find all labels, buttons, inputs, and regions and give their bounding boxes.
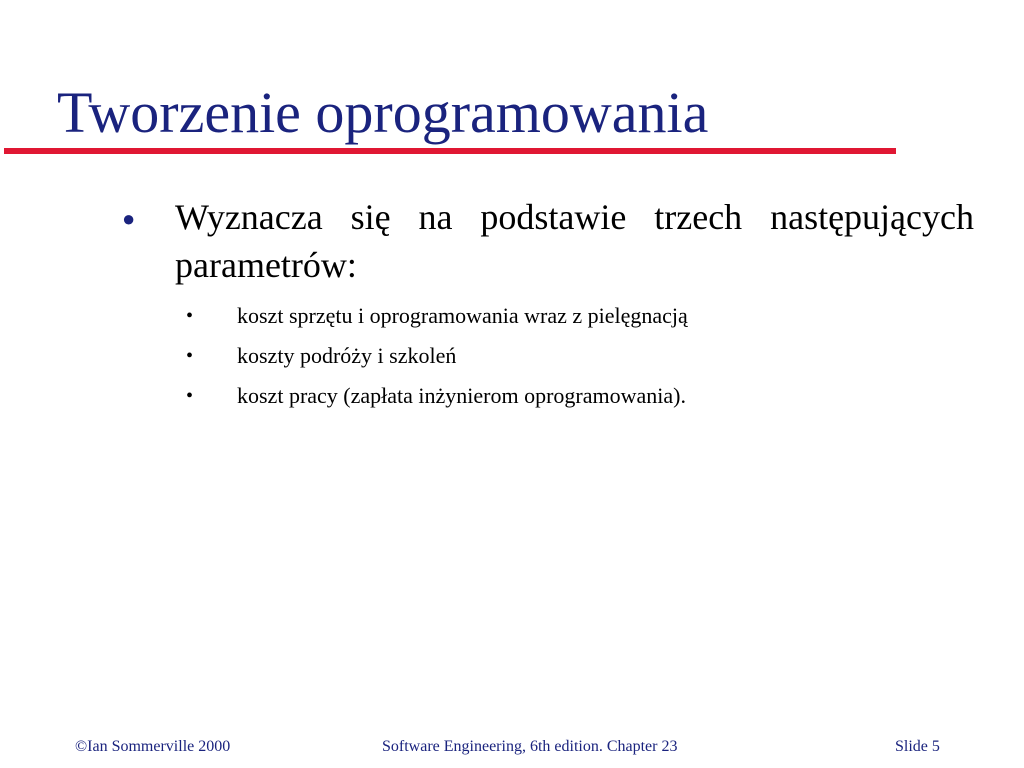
title-underline [4, 148, 896, 154]
sub-point-list [186, 296, 946, 416]
main-point: Wyznacza się na podstawie trzech następujących parametrów: [175, 197, 974, 285]
sub-bullet-icon: • [186, 305, 194, 327]
footer-slide-number: Slide 5 [895, 738, 940, 755]
sub-bullet-icon: • [186, 385, 194, 407]
sub-point-text: koszt pracy (zapłata inżynierom oprogramowania). [237, 383, 686, 408]
sub-point-text: koszt sprzętu i oprogramowania wraz z pielęgnacją [237, 303, 688, 328]
sub-bullet-icon: • [186, 345, 194, 367]
sub-point-item [186, 296, 946, 336]
footer-book-title: Software Engineering, 6th edition. Chapter 23 [382, 738, 678, 755]
slide-title: Tworzenie oprogramowania [57, 80, 709, 145]
footer-copyright: ©Ian Sommerville 2000 [75, 738, 231, 755]
main-bullet-icon: ● [122, 206, 136, 231]
sub-point-text: koszty podróży i szkoleń [237, 343, 457, 368]
sub-point-item [186, 376, 946, 416]
sub-point-item [186, 336, 946, 376]
